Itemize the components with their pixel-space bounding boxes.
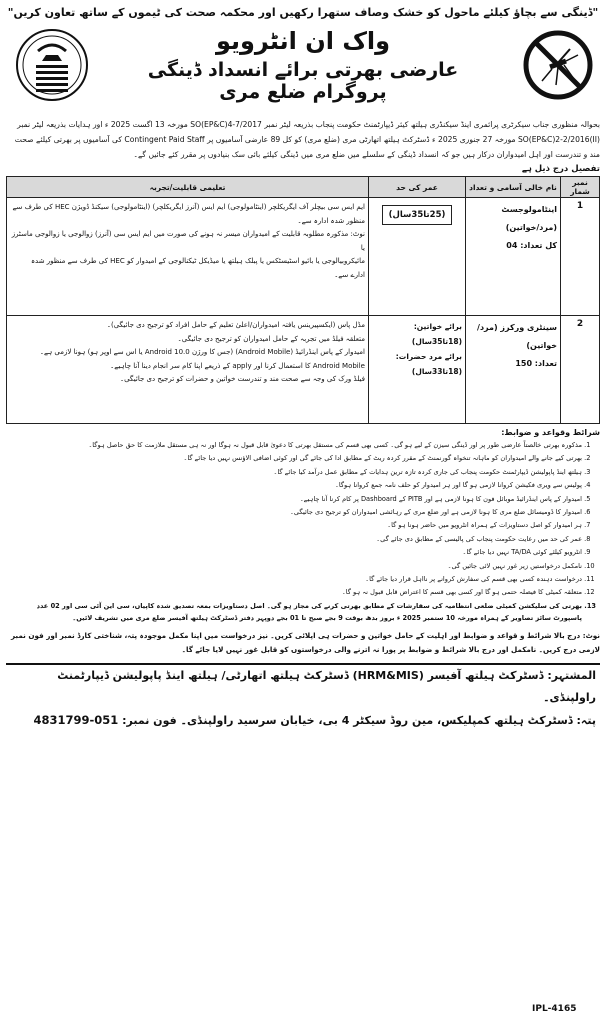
list-item: 9. انٹرویو کیلئے کوئی TA/DA نہیں دیا جائے گا۔ bbox=[6, 546, 582, 558]
qualification-cell bbox=[7, 198, 369, 316]
title-block bbox=[116, 23, 490, 103]
list-item: 2. بھرتی کیے جانے والے امیدواران کو ماہانہ تنخواہ گورنمنٹ کے مقرر کردہ ریٹ کے مطابق ادا کی جائے گی اور کوئی اضافی الاؤنس نہیں دیا جائے گا۔ bbox=[6, 452, 582, 464]
list-item: 4. پولیس سے ویری فکیشن کروانا لازمی ہو گا اور ہر امیدوار کو حلف نامہ جمع کروانا ہوگا۔ bbox=[6, 479, 582, 491]
list-item: 5. امیدوار کے پاس اینڈرائیڈ موبائل فون کا ہونا لازمی ہے اور PITB کے Dashboard پر کام کرنا آنا چاہیے۔ bbox=[6, 493, 582, 505]
list-item: 1. مذکورہ بھرتی خالصتاً عارضی طور پر اور ڈینگی سیزن کے لیے ہو گی۔ کسی بھی قسم کی مستقل بھرتی کا دعویٰ قابل قبول نہ ہوگا اور نہ ہی مستقل ملازمت کا حق حاصل ہوگا۔ bbox=[6, 439, 582, 451]
ipl-code: IPL-4165 bbox=[532, 1004, 577, 1014]
intro-paragraph: بحوالہ منظوری جناب سیکرٹری پرائمری اینڈ سیکنڈری ہیلتھ کیئر ڈیپارٹمنٹ حکومت پنجاب بذریعہ لیٹر نمبر SO(EP&C)4-7/2017 مورخہ 13 اگست 2025 ء اور ہدایات بذریعہ لیٹر نمبر SO(EP&C)2-2/2016(II) مورخہ 27 جنوری 2025 ء ڈسٹرکٹ ہیلتھ اتھارٹی مری (ضلع مری) کو کل 89 عارضی آسامیوں پر Contingent Paid Staff کی آسامیوں پر بھرتی کیلئے صحت مند و تندرست اور اہل امیدواران درکار ہیں جو کہ انسداد ڈینگی کے سلسلے میں ضلع مری میں ڈینگی کیلئے بائی سک بنیادوں پر مقرر کئے جائیں گے۔ bbox=[14, 120, 600, 159]
age-line: برائے مرد حضرات: bbox=[395, 352, 462, 361]
terms-heading: شرائط وقواعد و ضوابط: bbox=[501, 428, 600, 437]
qualification-line: مڈل پاس (ایکسپیرینس یافتہ امیدواران/اعلیٰ تعلیم کے حامل افراد کو ترجیح دی جائیگی)۔ bbox=[106, 321, 365, 329]
header-post: نام خالی آسامی و تعداد bbox=[466, 177, 561, 198]
list-item: 13. بھرتی کی سلیکشن کمیٹی ضلعی انتظامیہ کی سفارشات کے مطابق بھرتی کرنے کی مجاز ہو گی۔ اصل دستاویزات بمعہ تصدیق شدہ کاپیاں، سی این آئی سی اور 02 عدد پاسپورٹ سائز تصاویر کے ہمراہ مورخہ 10 ستمبر 2025 ء بروز بدھ بوقت 9 بجے صبح تا 01 بجے دوپہر دفتر ڈسٹرکٹ ہیلتھ آفیسر ضلع مری میں تشریف لائیں۔ bbox=[6, 600, 582, 625]
age-line: (18تا35سال) bbox=[411, 337, 462, 346]
post-title: اینٹامولوجسٹ bbox=[501, 205, 557, 214]
list-item: 11. درخواست دہندہ کسی بھی قسم کی سفارش کروانے پر نااہل قرار دیا جائے گا۔ bbox=[6, 573, 582, 585]
list-item: 10. نامکمل درخواستیں زیر غور نہیں لائی جائیں گی۔ bbox=[6, 560, 582, 572]
header-qualification: تعلیمی قابلیت/تجربہ bbox=[7, 177, 369, 198]
qualification-line: مائیکروبیالوجی یا بائیو اسٹیسٹکس یا پبلک ہیلتھ یا میڈیکل ٹیکنالوجی کے امیدوار کو HEC کی طرف سے منظور شدہ bbox=[30, 257, 365, 265]
phone-number: 051-4831799 bbox=[33, 712, 119, 727]
table-header-row bbox=[7, 177, 600, 198]
header-age: عمر کی حد bbox=[369, 177, 466, 198]
row-number: 2 bbox=[561, 316, 600, 424]
table-row bbox=[7, 316, 600, 424]
age-line: (18تا33سال) bbox=[411, 367, 462, 376]
qualification-line: ادارے سے۔ bbox=[334, 270, 365, 279]
age-cell bbox=[369, 316, 466, 424]
age-range: (25تا35سال) bbox=[382, 205, 453, 225]
page-subtitle: عارضی بھرتی برائے انسداد ڈینگی پروگرام ضلع مری bbox=[147, 59, 459, 103]
note: نوٹ: درج بالا شرائط و قواعد و ضوابط اور اہلیت کے حامل خواتین و حضرات ہی اپلائی کریں۔ نیز درخواست میں اپنا مکمل موجودہ پتہ، شناختی کارڈ نمبر اور فون نمبر لازمی درج کریں۔ نامکمل اور درج بالا شرائط و ضوابط پر پورا نہ اترنے والی درخواستوں کو قابل غور نہیں لایا جائے گا۔ bbox=[10, 630, 600, 654]
vacancy-table bbox=[6, 176, 600, 424]
qualification-line: امیدوار کے پاس اینڈرائیڈ (Android Mobile) (جس کا ورژن Android 10.0 یا اس سے اوپر ہو) ہونا لازمی ہے۔ bbox=[39, 348, 365, 356]
page-title: واک ان انٹرویو bbox=[215, 27, 391, 55]
address: پتہ: ڈسٹرکٹ ہیلتھ کمپلیکس، مین روڈ سیکٹر 4 بی، خیابان سرسید راولپنڈی۔ فون نمبر: bbox=[122, 713, 596, 727]
post-count: کل تعداد: 04 bbox=[506, 241, 557, 250]
table-row bbox=[7, 198, 600, 316]
qualification-line: متعلقہ فیلڈ میں تجربہ کے حامل امیدواران کو ترجیح دی جائیگی۔ bbox=[177, 334, 365, 343]
address-line bbox=[6, 709, 596, 732]
terms-list bbox=[6, 439, 600, 625]
post-count: تعداد: 150 bbox=[515, 359, 557, 368]
header bbox=[6, 23, 600, 115]
list-item: 7. ہر امیدوار کو اصل دستاویزات کے ہمراہ انٹرویو میں حاضر ہونا ہو گا۔ bbox=[6, 519, 582, 531]
list-item: 8. عمر کی حد میں رعایت حکومت پنجاب کی پالیسی کے مطابق دی جائے گی۔ bbox=[6, 533, 582, 545]
post-gender: (مرد/خواتین) bbox=[505, 223, 557, 232]
qualification-line: ایم ایس سی بیچلر آف ایگریکلچر (اینٹامولوجی) ایم ایس (آنرز ایگریکلچر) (اینٹامولوجی) سیکنڈ ڈویژن HEC کی طرف سے منظور شدہ ادارہ سے۔ bbox=[12, 203, 365, 225]
list-item: 6. امیدوار کا ڈومیسائل ضلع مری کا ہونا لازمی ہے اور ضلع مری کے رہائشی امیدواران کو ترجیح دی جائیگی۔ bbox=[6, 506, 582, 518]
post-cell bbox=[466, 198, 561, 316]
slogan: "ڈینگی سے بچاؤ کیلئے ماحول کو خشک وصاف ستھرا رکھیں اور محکمہ صحت کی ٹیموں کے ساتھ تعاون کریں" bbox=[7, 6, 599, 19]
qualification-cell bbox=[7, 316, 369, 424]
row-number: 1 bbox=[561, 198, 600, 316]
punjab-government-logo-icon bbox=[14, 27, 90, 103]
list-item: 3. ہیلتھ اینڈ پاپولیشن ڈیپارٹمنٹ حکومت پنجاب کی جاری کردہ تازہ ترین ہدایات کے مطابق عمل درآمد کیا جائے گا۔ bbox=[6, 466, 582, 478]
qualification-line: نوٹ: مذکورہ مطلوبہ قابلیت کے امیدواران میسر نہ ہونے کی صورت میں ایم ایس سی (آنرز) زوالوجی یا زوالوجی ماسٹرز یا bbox=[11, 230, 365, 252]
details-label: تفصیل درج ذیل ہے bbox=[521, 164, 600, 174]
post-title: سینٹری ورکرز (مرد/خواتین) bbox=[477, 323, 557, 350]
qualification-line: Android Mobile کا استعمال کرنا اور apply کے ذریعے اپنا کام سر انجام دینا آنا چاہیے۔ bbox=[110, 361, 365, 370]
age-line: برائے خواتین: bbox=[413, 322, 462, 331]
issuer: المشتہر: ڈسٹرکٹ ہیلتھ آفیسر (HRM&MIS) ڈسٹرکٹ ہیلتھ اتھارٹی/ ہیلتھ اینڈ پاپولیشن ڈیپارٹمنٹ راولپنڈی۔ bbox=[57, 668, 596, 704]
qualification-line: فیلڈ ورک کی وجہ سے صحت مند و تندرست خواتین و حضرات کو ترجیح دی جائیگی۔ bbox=[120, 375, 365, 383]
post-cell bbox=[466, 316, 561, 424]
header-no: نمبر شمار bbox=[561, 177, 600, 198]
list-item: 12. متعلقہ کمیٹی کا فیصلہ حتمی ہو گا اور کسی بھی قسم کا اعتراض قابل قبول نہ ہو گا۔ bbox=[6, 586, 582, 598]
no-mosquito-icon bbox=[520, 27, 596, 103]
age-cell bbox=[369, 198, 466, 316]
footer bbox=[6, 665, 600, 732]
